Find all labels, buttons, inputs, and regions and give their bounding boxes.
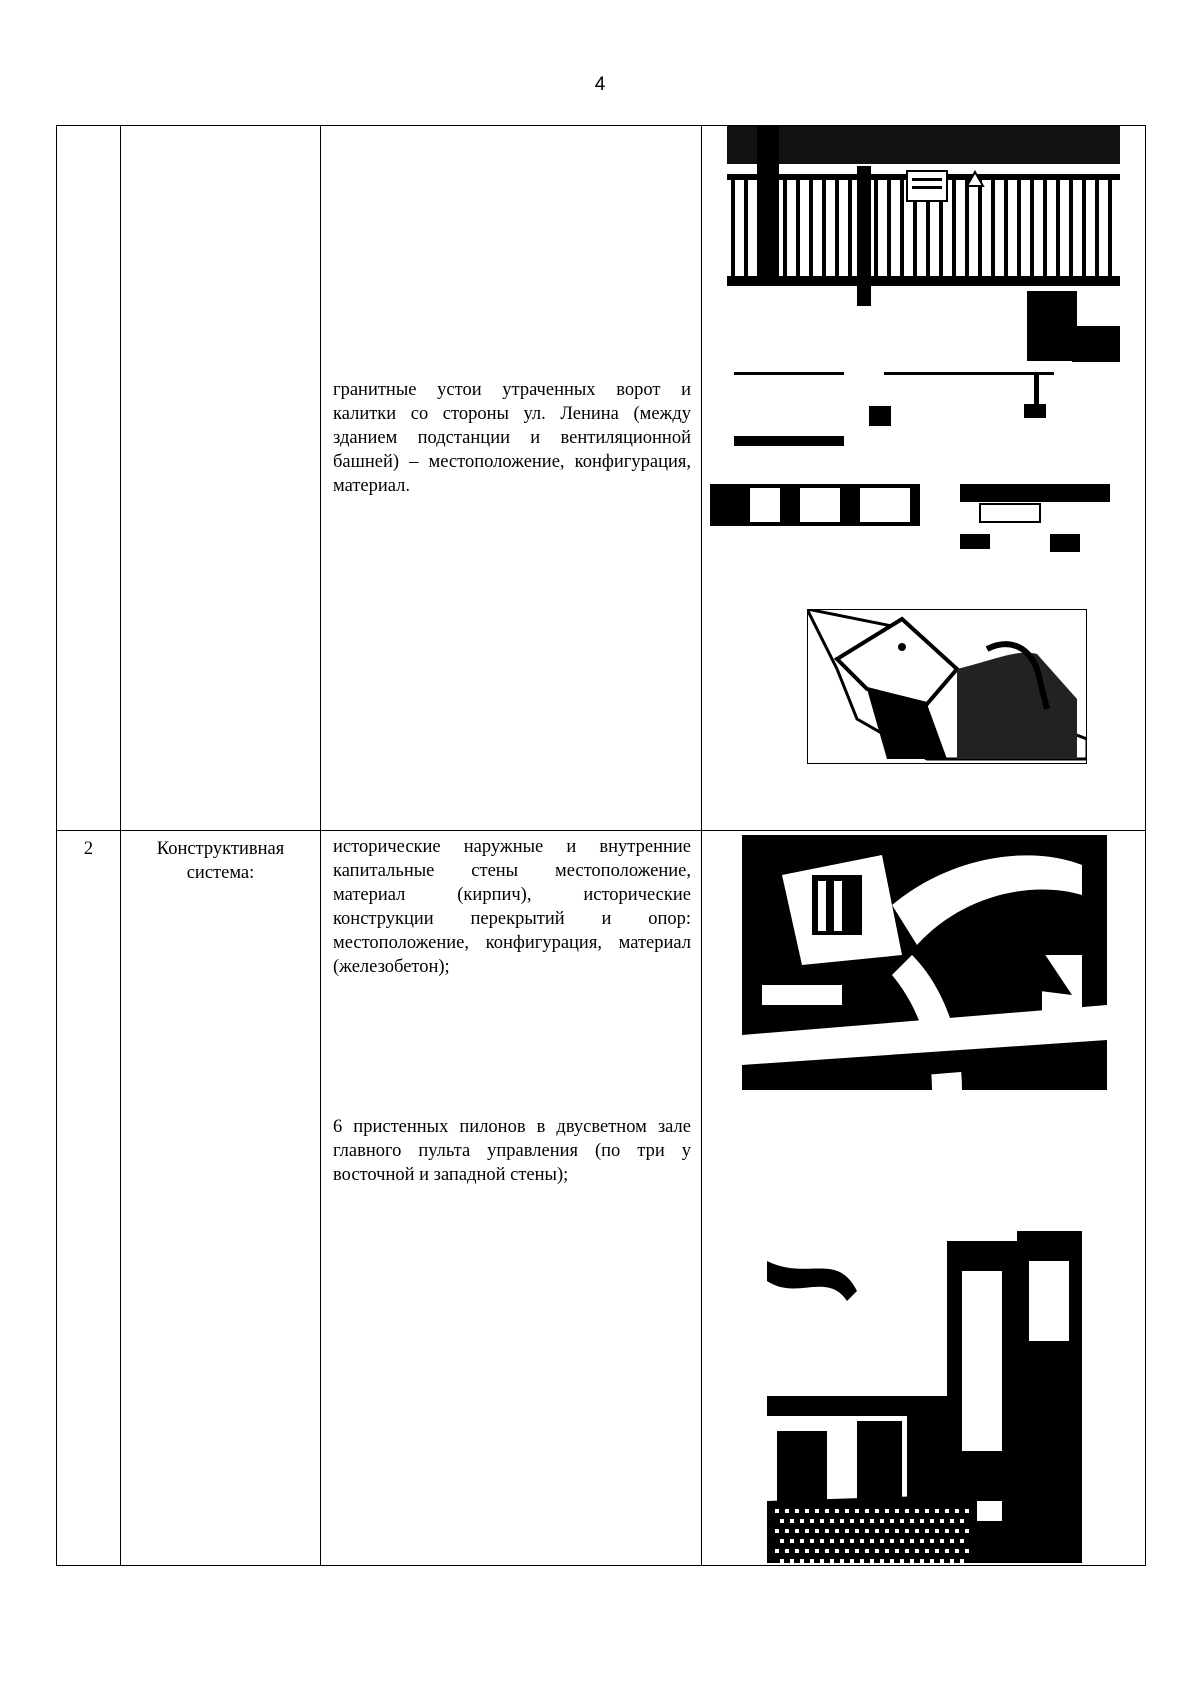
ceiling-structure-photo [742, 835, 1107, 1090]
fence-gate-photo [727, 126, 1120, 362]
row-description-cell [321, 831, 702, 1566]
table-row [57, 126, 1146, 831]
row-photos-cell [702, 831, 1146, 1566]
granite-posts-photo-2 [710, 484, 1110, 554]
granite-posts-photo-1 [734, 364, 1054, 454]
row-description-text: гранитные устои утраченных ворот и калитки со стороны ул. Ленина (между зданием подстанции и вентиляционной башней) – местоположение, конфигурация, материал. [333, 380, 691, 496]
row-number-cell [57, 831, 121, 1566]
page-number: 4 [594, 74, 606, 95]
row-number: 2 [83, 839, 94, 859]
granite-pillar-closeup-photo [807, 609, 1087, 764]
row-number [57, 126, 120, 132]
row-description-text: 6 пристенных пилонов в двусветном зале главного пульта управления (по три у восточной и западной стены); [333, 1117, 691, 1185]
row-title [121, 126, 320, 132]
control-hall-pylons-photo [767, 1201, 1082, 1563]
row-title-cell [121, 831, 321, 1566]
row-description-text: исторические наружные и внутренние капитальные стены местоположение, материал (кирпич), исторические конструкции перекрытий и опор: местоположение, конфигурация, материал (железобетон); [333, 837, 691, 977]
row-number-cell [57, 126, 121, 831]
row-title-cell [121, 126, 321, 831]
features-table [56, 125, 1146, 1566]
row-description-cell [321, 126, 702, 831]
row-title: Конструктивная система: [156, 839, 285, 883]
row-photos-cell [702, 126, 1146, 831]
table-row [57, 831, 1146, 1566]
